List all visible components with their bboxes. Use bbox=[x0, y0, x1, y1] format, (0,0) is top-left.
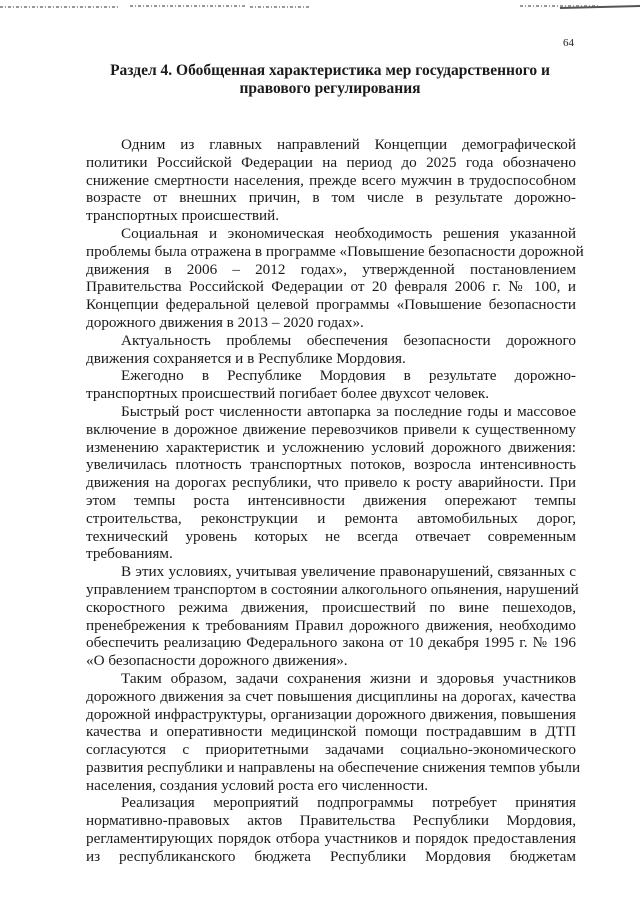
section-heading bbox=[100, 62, 560, 98]
text-line: снижение смертности населения, прежде всего мужчин в трудоспособном bbox=[86, 171, 576, 189]
text-line: из республиканского бюджета Республики Мордовия бюджетам bbox=[86, 847, 576, 865]
text-line: движения в 2006 – 2012 годах», утвержденной постановлением bbox=[86, 260, 576, 278]
text-line: дорожной инфраструктуры, организации дорожного движения, повышения bbox=[86, 705, 576, 723]
text-line: Концепции федеральной целевой программы «Повышение безопасности bbox=[86, 296, 576, 314]
text-line: Актуальность проблемы обеспечения безопасности дорожного bbox=[121, 331, 576, 349]
paragraph bbox=[86, 367, 576, 403]
text-line: дорожного движения в 2013 – 2020 годах». bbox=[86, 313, 364, 331]
paragraph bbox=[86, 563, 579, 670]
text-line: пренебрежения к требованиям Правил дорожного движения, необходимо bbox=[86, 616, 576, 634]
heading-line: правового регулирования bbox=[239, 80, 421, 97]
paragraph bbox=[86, 136, 576, 225]
heading-line: Раздел 4. Обобщенная характеристика мер государственного и bbox=[110, 62, 550, 79]
text-line: управлением транспортом в состоянии алкогольного опьянения, нарушений bbox=[86, 580, 579, 598]
text-line: «О безопасности дорожного движения». bbox=[86, 652, 348, 670]
text-line: транспортных происшествий. bbox=[86, 207, 280, 225]
text-line: включение в дорожное движение перевозчиков привели к существенному bbox=[86, 420, 576, 438]
text-line: дорожного движения за счет повышения дисциплины на дорогах, качества bbox=[86, 687, 576, 705]
paragraph bbox=[86, 224, 584, 332]
text-line: регламентирующих порядок отбора участников и порядок предоставления bbox=[86, 830, 576, 848]
text-line: Правительства Российской Федерации от 20 февраля 2006 г. № 100, и bbox=[86, 278, 576, 296]
text-line: изменению характеристик и усложнению условий дорожного движения: bbox=[86, 438, 576, 456]
text-line: качества и оперативности медицинской помощи пострадавшим в ДТП bbox=[86, 723, 576, 741]
text-line: возрасте от внешних причин, в том числе в результате дорожно- bbox=[86, 189, 576, 207]
text-line: транспортных происшествий погибает более двухсот человек. bbox=[86, 385, 490, 403]
text-line: Ежегодно в Республике Мордовия в результате дорожно- bbox=[121, 367, 576, 385]
paragraph bbox=[86, 403, 576, 563]
text-line: строительства, реконструкции и ремонта автомобильных дорог, bbox=[86, 509, 576, 527]
paragraph bbox=[86, 332, 576, 368]
text-line: этом темпы роста интенсивности движения опережают темпы bbox=[86, 491, 576, 509]
text-line: скоростного режима движения, происшествий по вине пешеходов, bbox=[86, 598, 576, 616]
scan-edge-artifact bbox=[0, 3, 640, 13]
text-line: проблемы была отражена в программе «Повышение безопасности дорожной bbox=[86, 242, 584, 260]
text-line: В этих условиях, учитывая увеличение правонарушений, связанных с bbox=[121, 563, 576, 581]
page-number: 64 bbox=[563, 37, 574, 49]
text-line: технический уровень которых не всегда отвечает современным bbox=[86, 527, 576, 545]
text-line: населения, создания условий роста его численности. bbox=[86, 776, 428, 794]
paragraph bbox=[86, 669, 581, 795]
text-line: Реализация мероприятий подпрограммы потребует принятия bbox=[121, 794, 576, 812]
text-line: движения сохраняется и в Республике Мордовия. bbox=[86, 349, 406, 367]
text-line: Социальная и экономическая необходимость решения указанной bbox=[121, 224, 576, 242]
text-line: Одним из главных направлений Концепции демографической bbox=[121, 136, 576, 153]
text-line: Таким образом, задачи сохранения жизни и здоровья участников bbox=[121, 669, 576, 687]
text-line: требованиям. bbox=[86, 545, 173, 563]
text-line: обеспечить реализацию Федерального закона от 10 декабря 1995 г. № 196 bbox=[86, 634, 576, 652]
text-line: Быстрый рост численности автопарка за последние годы и массовое bbox=[121, 402, 576, 420]
body-text bbox=[86, 136, 584, 866]
text-line: согласуются с приоритетными задачами социально-экономического bbox=[86, 741, 576, 759]
text-line: движения на дорогах республики, что привело к росту аварийности. При bbox=[86, 474, 576, 492]
text-line: развития республики и направлены на обеспечение снижения темпов убыли bbox=[86, 758, 581, 776]
text-line: политики Российской Федерации на период до 2025 года обозначено bbox=[86, 153, 576, 171]
text-line: нормативно-правовых актов Правительства Республики Мордовия, bbox=[86, 812, 576, 830]
text-line: увеличилась плотность транспортных потоков, возросла интенсивность bbox=[86, 456, 576, 474]
paragraph bbox=[86, 794, 576, 865]
